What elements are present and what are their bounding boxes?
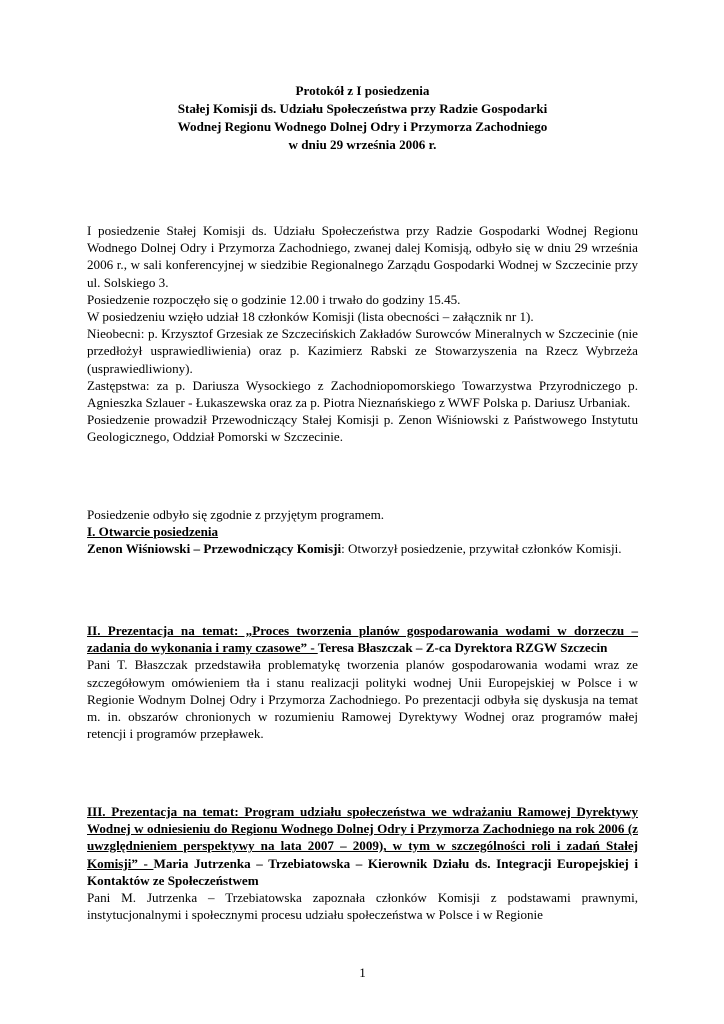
page-number: 1 [359, 965, 366, 980]
speaker-name: Zenon Wiśniowski – Przewodniczący Komisji [87, 541, 342, 557]
intro-paragraph: W posiedzeniu wzięło udział 18 członków Komisji (lista obecności – załącznik nr 1). [87, 309, 534, 325]
program-line: Posiedzenie odbyło się zgodnie z przyjętym programem. [87, 507, 385, 522]
section-presentation-2 [87, 803, 638, 923]
section-paragraph [87, 540, 638, 557]
intro-paragraph: Posiedzenie prowadził Przewodniczący Stałej Komisji p. Zenon Wiśniowski z Państwowego Instytutu Geologicznego, Oddział Pomorski w Szczecinie. [87, 412, 638, 445]
intro-section [87, 222, 638, 446]
presenter-name: Maria Jutrzenka – Trzebiatowska – Kierownik Działu ds. Integracji Europejskiej i Kontaktów ze Społeczeństwem [87, 855, 638, 888]
intro-paragraph: Posiedzenie rozpoczęło się o godzinie 12.00 i trwało do godziny 15.45. [87, 291, 461, 307]
document-title [87, 82, 638, 154]
section-heading [87, 622, 638, 656]
section-heading [87, 803, 638, 889]
heading-underlined: III. Prezentacja na temat: Program udziału społeczeństwa we wdrażaniu Ramowej Dyrektywy Wodnej w odniesieniu do Regionu Wodnego Dolnej Odry i Przymorza Zachodniego na rok 2006 (z uwzględnieniem perspektywy na lata 2007 – 2009), w tym w szczególności roli i zadań Stałej Komisji” - [87, 804, 638, 871]
title-line: Wodnej Regionu Wodnego Dolnej Odry i Przymorza Zachodniego [177, 119, 548, 134]
heading-underlined: II. Prezentacja na temat: „Proces tworzenia planów gospodarowania wodami w dorzeczu – zadania do wykonania i ramy czasowe” - [87, 623, 638, 656]
intro-paragraph: Zastępstwa: za p. Dariusza Wysockiego z Zachodniopomorskiego Towarzystwa Przyrodniczego p. Agnieszka Szlauer - Łukaszewska oraz za p. Piotra Nieznańskiego z WWF Polska p. Dariusz Urbaniak. [87, 377, 638, 411]
section-paragraph: Pani T. Błaszczak przedstawiła problematykę tworzenia planów gospodarowania wodami wraz ze szczegółowym omówieniem tła i stanu realizacji polityki wodnej Unii Europejskiej w Polsce i w Regionie Wodnym Dolnej Odry i Przymorza Zachodniego. Po prezentacji odbyła się dyskusja na temat m. in. obszarów chronionych w rozumieniu Ramowej Dyrektywy Wodnej oraz programów małej retencji i programów przepławek. [87, 657, 638, 742]
intro-paragraph: I posiedzenie Stałej Komisji ds. Udziału Społeczeństwa przy Radzie Gospodarki Wodnej Regionu Wodnego Dolnej Odry i Przymorza Zachodniego, zwanej dalej Komisją, odbyło się w dniu 29 września 2006 r., w sali konferencyjnej w siedzibie Regionalnego Zarządu Gospodarki Wodnej w Szczecinie przy ul. Solskiego 3. [87, 223, 638, 290]
speaker-colon: : [341, 541, 345, 557]
section-opening [87, 506, 638, 558]
title-line: Protokół z I posiedzenia [295, 83, 430, 98]
paragraph-text: Otworzył posiedzenie, przywitał członków Komisji. [344, 541, 622, 557]
section-paragraph: Pani M. Jutrzenka – Trzebiatowska zapoznała członków Komisji z podstawami prawnymi, instytucjonalnymi i społecznymi procesu udziału społeczeństwa w Polsce i w Regionie [87, 890, 638, 923]
section-heading: I. Otwarcie posiedzenia [87, 524, 219, 540]
presenter-name: Teresa Błaszczak – Z-ca Dyrektora RZGW Szczecin [317, 640, 608, 656]
section-presentation-1 [87, 622, 638, 742]
intro-paragraph: Nieobecni: p. Krzysztof Grzesiak ze Szczecińskich Zakładów Surowców Mineralnych w Szczecinie (nie przedłożył usprawiedliwienia) oraz p. Kazimierz Rabski ze Stowarzyszenia na Rzecz Wybrzeża (usprawiedliwiony). [87, 326, 638, 376]
title-line: w dniu 29 września 2006 r. [288, 137, 437, 152]
title-line: Stałej Komisji ds. Udziału Społeczeństwa przy Radzie Gospodarki [177, 101, 548, 116]
